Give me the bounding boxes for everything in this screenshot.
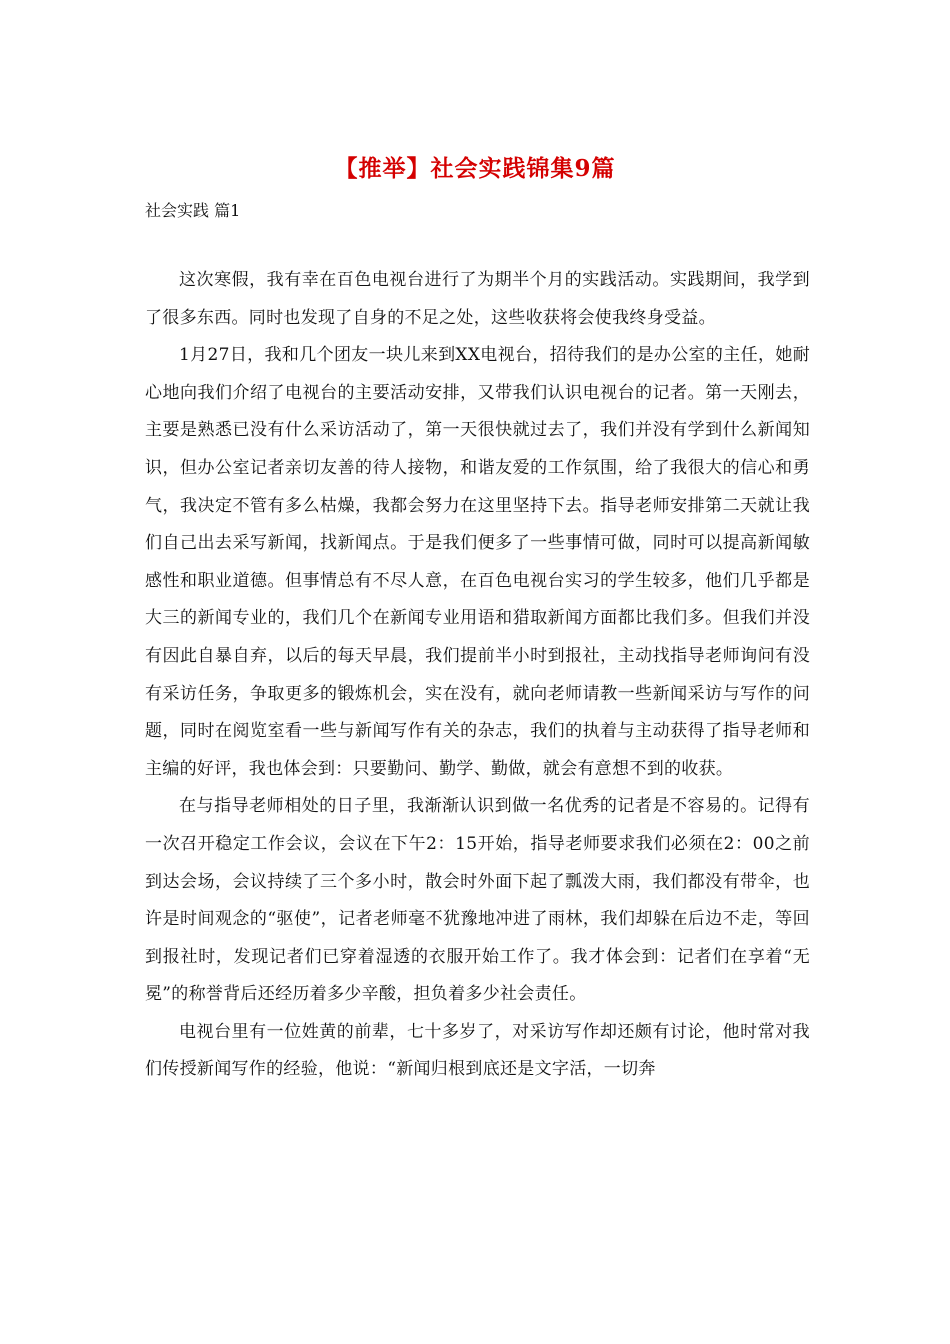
section-heading: 社会实践 篇1	[145, 201, 241, 220]
paragraph: 在与指导老师相处的日子里，我渐渐认识到做一名优秀的记者是不容易的。记得有一次召开稳定工作会议，会议在下午2：15开始，指导老师要求我们必须在2：00之前到达会场，会议持续了三个多小时，散会时外面下起了瓢泼大雨，我们都没有带伞，也许是时间观念的“驱使”，记者老师毫不犹豫地冲进了雨林，我们却躲在后边不走，等回到报社时，发现记者们已穿着湿透的衣服开始工作了。我才体会到：记者们在享着“无冕”的称誉背后还经历着多少辛酸，担负着多少社会责任。	[145, 796, 810, 1005]
body-text	[145, 262, 810, 1089]
document-title: 【推举】社会实践锦集9篇	[334, 155, 616, 182]
paragraph: 1月27日，我和几个团友一块儿来到XX电视台，招待我们的是办公室的主任，她耐心地向我们介绍了电视台的主要活动安排，又带我们认识电视台的记者。第一天刚去，主要是熟悉已没有什么采访活动了，第一天很快就过去了，我们并没有学到什么新闻知识，但办公室记者亲切友善的待人接物，和谐友爱的工作氛围，给了我很大的信心和勇气，我决定不管有多么枯燥，我都会努力在这里坚持下去。指导老师安排第二天就让我们自己出去采写新闻，找新闻点。于是我们便多了一些事情可做，同时可以提高新闻敏感性和职业道德。但事情总有不尽人意，在百色电视台实习的学生较多，他们几乎都是大三的新闻专业的，我们几个在新闻专业用语和猎取新闻方面都比我们多。但我们并没有因此自暴自弃，以后的每天早晨，我们提前半小时到报社，主动找指导老师询问有没有采访任务，争取更多的锻炼机会，实在没有，就向老师请教一些新闻采访与写作的问题，同时在阅览室看一些与新闻写作有关的杂志，我们的执着与主动获得了指导老师和主编的好评，我也体会到：只要勤问、勤学、勤做，就会有意想不到的收获。	[145, 345, 810, 779]
paragraph: 这次寒假，我有幸在百色电视台进行了为期半个月的实践活动。实践期间，我学到了很多东西。同时也发现了自身的不足之处，这些收获将会使我终身受益。	[145, 270, 810, 328]
paragraph: 电视台里有一位姓黄的前辈，七十多岁了，对采访写作却还颇有讨论，他时常对我们传授新闻写作的经验，他说：“新闻归根到底还是文字活，一切奔	[145, 1021, 810, 1080]
